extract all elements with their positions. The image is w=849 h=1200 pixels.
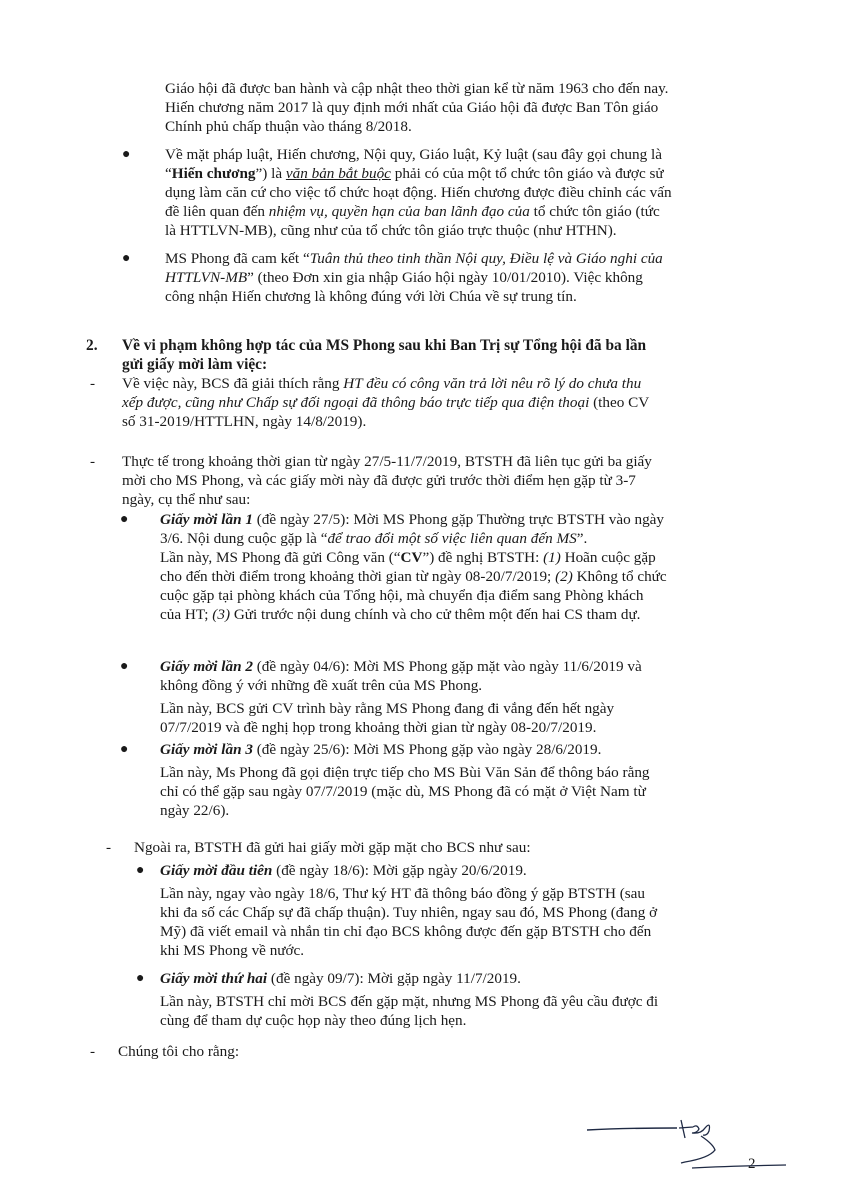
invite2-line-4: 07/7/2019 và đề nghị họp trong khoảng thời gian từ ngày 08-20/7/2019. <box>160 719 597 736</box>
text: ”) là <box>255 165 286 182</box>
defined-term: Hiến chương <box>171 165 256 182</box>
text: Về việc này, BCS đã giải thích rằng <box>122 375 344 392</box>
invite-label: Giấy mời lần 3 <box>160 741 253 758</box>
invite-first-line-3: khi đa số các Chấp sự đã chấp thuận). Tuy nhiên, ngay sau đó, MS Phong (đang ở <box>160 904 658 921</box>
bullet-legal-line-2 <box>165 165 664 184</box>
dash-marker: - <box>90 453 96 470</box>
text: (đề ngày 04/6): Mời MS Phong gặp mặt vào ngày 11/6/2019 và <box>252 658 642 675</box>
bullet-legal-line-3: dụng làm căn cứ cho việc tổ chức hoạt động. Hiến chương được điều chỉnh các vấn <box>165 184 672 201</box>
text: tổ chức tôn giáo (tức <box>529 203 660 220</box>
signature-initials <box>585 1118 725 1168</box>
text: MS Phong đã cam kết “ <box>165 250 310 267</box>
bullet-commit-line-1 <box>165 250 663 269</box>
intro-line-2: Hiến chương năm 2017 là quy định mới nhất của Giáo hội đã được Ban Tôn giáo <box>165 99 659 116</box>
invite-first-line-5: khi MS Phong về nước. <box>160 942 305 959</box>
invite-first-line-2: Lần này, ngay vào ngày 18/6, Thư ký HT đã thông báo đồng ý gặp BTSTH (sau <box>160 885 646 902</box>
invite1-line-1 <box>160 511 664 530</box>
item-number: (2) <box>555 568 573 585</box>
bcs-line-1 <box>122 375 641 394</box>
page-number-underline <box>690 1162 790 1172</box>
text: (đề ngày 25/6): Mời MS Phong gặp vào ngày 28/6/2019. <box>252 741 602 758</box>
section-heading-line-1: Về vi phạm không hợp tác của MS Phong sau khi Ban Trị sự Tổng hội đã ba lần <box>122 337 647 354</box>
bullet-icon: ● <box>120 742 129 757</box>
invite3-line-1 <box>160 741 601 760</box>
text: phải có của một tổ chức tôn giáo và được sử <box>390 165 664 182</box>
invite1-line-4 <box>160 568 667 587</box>
item-number: (1) <box>543 549 561 566</box>
text: ”) đề nghị BTSTH: <box>422 549 544 566</box>
fact-line-1: Thực tế trong khoảng thời gian từ ngày 27/5-11/7/2019, BTSTH đã liên tục gửi ba giấy <box>122 453 652 470</box>
text: (theo CV <box>589 394 650 411</box>
bullet-commit-line-3: công nhận Hiến chương là không đúng với lời Chúa về sự trung tín. <box>165 288 577 305</box>
invite1-line-2 <box>160 530 587 549</box>
intro-line-1: Giáo hội đã được ban hành và cập nhật theo thời gian kể từ năm 1963 cho đến nay. <box>165 80 669 97</box>
bullet-icon: ● <box>122 251 131 266</box>
text: cho đến thời điểm trong khoảng thời gian từ ngày 08-20/7/2019; <box>160 568 556 585</box>
bcs-line-3: số 31-2019/HTTLHN, ngày 14/8/2019). <box>122 413 367 430</box>
invite-label: Giấy mời lần 2 <box>160 658 253 675</box>
emphasis-duties: nhiệm vụ, quyền hạn của ban lãnh đạo của <box>268 203 530 220</box>
text: đề liên quan đến <box>165 203 269 220</box>
emphasis-quote: Tuân thủ theo tinh thần Nội quy, Điều lệ và Giáo nghi của <box>309 250 663 267</box>
invite1-line-5: cuộc gặp tại phòng khách của Tổng hội, mà chuyển địa điểm sang Phòng khách <box>160 587 644 604</box>
item-number: (3) <box>212 606 231 623</box>
dash-marker: - <box>90 1043 96 1060</box>
bullet-legal-line-1: Về mặt pháp luật, Hiến chương, Nội quy, Giáo luật, Kỷ luật (sau đây gọi chung là <box>165 146 662 163</box>
text: ”. <box>576 530 588 547</box>
invite3-line-3: chỉ có thể gặp sau ngày 07/7/2019 (mặc dù, MS Phong đã có mặt ở Việt Nam từ <box>160 783 646 800</box>
invite-label: Giấy mời lần 1 <box>160 511 253 528</box>
emphasis: để trao đổi một số việc liên quan đến MS <box>327 530 577 547</box>
invite-second-line-2: Lần này, BTSTH chỉ mời BCS đến gặp mặt, nhưng MS Phong đã yêu cầu được đi <box>160 993 659 1010</box>
invite-second-line-1 <box>160 970 521 989</box>
bullet-legal-line-4 <box>165 203 660 222</box>
section-number: 2. <box>86 337 98 354</box>
fact-line-2: mời cho MS Phong, và các giấy mời này đã được gửi trước thời điểm hẹn gặp từ 3-7 <box>122 472 636 489</box>
invite-label: Giấy mời đầu tiên <box>160 862 273 879</box>
invite2-line-3: Lần này, BCS gửi CV trình bày rằng MS Phong đang đi vắng đến hết ngày <box>160 700 615 717</box>
bullet-icon: ● <box>136 971 145 986</box>
text: 3/6. Nội dung cuộc gặp là “ <box>160 530 328 547</box>
invite1-line-6 <box>160 606 640 625</box>
text: Không tổ chức <box>572 568 667 585</box>
emphasis: HT đều có công văn trả lời nêu rõ lý do chưa thu <box>343 375 642 392</box>
text: (đề ngày 09/7): Mời gặp ngày 11/7/2019. <box>267 970 521 987</box>
emphasis-quote: HTTLVN-MB <box>165 269 248 286</box>
conclusion-line: Chúng tôi cho rằng: <box>118 1043 240 1060</box>
invite2-line-1 <box>160 658 642 677</box>
dash-marker: - <box>106 839 112 856</box>
dash-marker: - <box>90 375 96 392</box>
text: Gửi trước nội dung chính và cho cử thêm một đến hai CS tham dự. <box>230 606 641 623</box>
invite3-line-2: Lần này, Ms Phong đã gọi điện trực tiếp cho MS Bùi Văn Sản để thông báo rằng <box>160 764 650 781</box>
invite1-line-3 <box>160 549 656 568</box>
emphasis-mandatory: văn bản bắt buộc <box>285 165 391 182</box>
bullet-icon: ● <box>122 147 131 162</box>
bullet-icon: ● <box>136 863 145 878</box>
invite-second-line-3: cùng để tham dự cuộc họp này theo đúng lịch hẹn. <box>160 1012 467 1029</box>
text: Hoãn cuộc gặp <box>560 549 656 566</box>
abbrev-cv: CV <box>400 549 423 566</box>
bullet-legal-line-5: là HTTLVN-MB), cũng như của tổ chức tôn giáo trực thuộc (như HTHN). <box>165 222 617 239</box>
invite3-line-4: ngày 22/6). <box>160 802 230 819</box>
invite-first-line-1 <box>160 862 527 881</box>
page-number: 2 <box>748 1156 756 1172</box>
bullet-commit-line-2 <box>165 269 643 288</box>
intro-line-3: Chính phủ chấp thuận vào tháng 8/2018. <box>165 118 412 135</box>
emphasis: xếp được, cũng như Chấp sự đối ngoại đã thông báo trực tiếp qua điện thoại <box>122 394 590 411</box>
bullet-icon: ● <box>120 512 129 527</box>
invite-label: Giấy mời thứ hai <box>160 970 268 987</box>
bullet-icon: ● <box>120 659 129 674</box>
also-line: Ngoài ra, BTSTH đã gửi hai giấy mời gặp mặt cho BCS như sau: <box>134 839 531 856</box>
fact-line-3: ngày, cụ thể như sau: <box>122 491 251 508</box>
text: của HT; <box>160 606 213 623</box>
text: (đề ngày 27/5): Mời MS Phong gặp Thường trực BTSTH vào ngày <box>252 511 665 528</box>
text: ” (theo Đơn xin gia nhập Giáo hội ngày 10/01/2010). Việc không <box>247 269 643 286</box>
text: Lần này, MS Phong đã gửi Công văn (“ <box>160 549 401 566</box>
quote-open: “ <box>165 165 172 182</box>
section-heading-line-2: gửi giấy mời làm việc: <box>122 356 268 373</box>
bcs-line-2 <box>122 394 649 413</box>
invite2-line-2: không đồng ý với những đề xuất trên của MS Phong. <box>160 677 483 694</box>
text: (đề ngày 18/6): Mời gặp ngày 20/6/2019. <box>272 862 527 879</box>
invite-first-line-4: Mỹ) đã viết email và nhắn tin chỉ đạo BCS không được đến gặp BTSTH cho đến <box>160 923 652 940</box>
